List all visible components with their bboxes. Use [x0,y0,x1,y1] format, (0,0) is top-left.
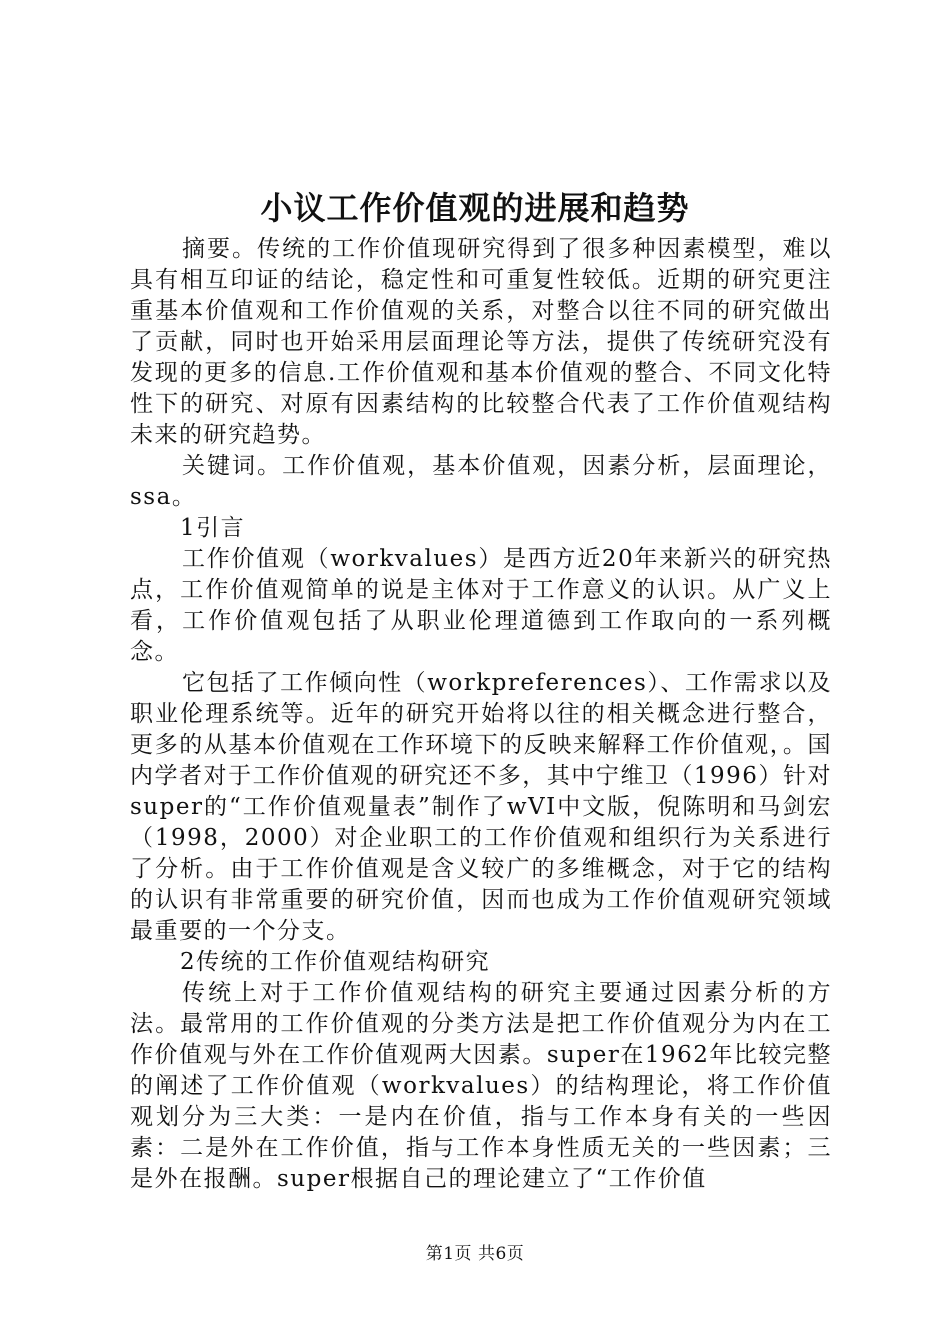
keywords-paragraph: 关键词。工作价值观，基本价值观，因素分析，层面理论，ssa。 [130,453,832,510]
section-heading-traditional-research: 2传统的工作价值观结构研究 [180,949,491,975]
body-paragraph: 工作价值观（workvalues）是西方近20年来新兴的研究热点，工作价值观简单的说是主体对于工作意义的认识。从广义上看，工作价值观包括了从职业伦理道德到工作取向的一系列概念。 [130,546,832,665]
page-footer: 第1页 共6页 [425,1244,525,1264]
abstract-paragraph: 摘要。传统的工作价值现研究得到了很多种因素模型，难以具有相互印证的结论，稳定性和可重复性较低。近期的研究更注重基本价值观和工作价值观的关系，对整合以往不同的研究做出了贡献，同时也开始采用层面理论等方法，提供了传统研究没有发现的更多的信息.工作价值观和基本价值观的整合、不同文化特性下的研究、对原有因素结构的比较整合代表了工作价值观结构未来的研究趋势。 [130,236,832,448]
document-title: 小议工作价值观的进展和趋势 [260,189,690,227]
body-paragraph: 它包括了工作倾向性（workpreferences）、工作需求以及职业伦理系统等。近年的研究开始将以往的相关概念进行整合，更多的从基本价值观在工作环境下的反映来解释工作价值观，。国内学者对于工作价值观的研究还不多，其中宁维卫（1996）针对super的“工作价值观量表”制作了wVI中文版，倪陈明和马剑宏（1998，2000）对企业职工的工作价值观和组织行为关系进行了分析。由于工作价值观是含义较广的多维概念，对于它的结构的认识有非常重要的研究价值，因而也成为工作价值观研究领域最重要的一个分支。 [130,670,832,944]
section-heading-introduction: 1引言 [180,515,246,541]
document-body [130,234,832,1195]
body-paragraph: 传统上对于工作价值观结构的研究主要通过因素分析的方法。最常用的工作价值观的分类方法是把工作价值观分为内在工作价值观与外在工作价值观两大因素。super在1962年比较完整的阐述了工作价值观（workvalues）的结构理论，将工作价值观划分为三大类：一是内在价值，指与工作本身有关的一些因素：二是外在工作价值，指与工作本身性质无关的一些因素；三是外在报酬。super根据自己的理论建立了“工作价值 [130,980,832,1192]
